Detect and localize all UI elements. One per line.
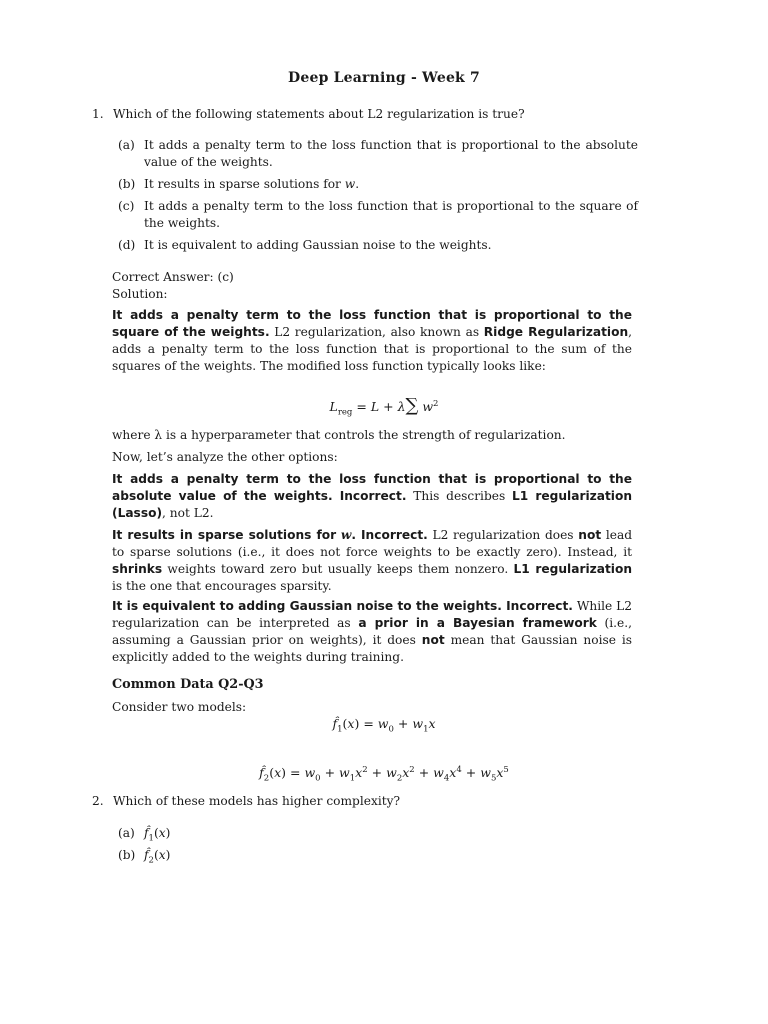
analysis-b-bold: It results in sparse solutions for — [112, 528, 337, 542]
analysis-b-t2: lead to sparse solutions (i.e., it does not force weights to be exactly zero). Instead, it — [112, 528, 633, 559]
analysis-b-t4: is the one that encourages sparsity. — [112, 579, 332, 593]
question-1-number: 1. — [92, 107, 104, 121]
analysis-option-d — [112, 598, 632, 666]
analysis-d-bayes: a prior in a Bayesian framework — [358, 616, 597, 630]
q1-correct-answer: Correct Answer: (c) — [112, 270, 234, 284]
analysis-b-bold2: . Incorrect. — [351, 528, 428, 542]
q1-option-c-text: It adds a penalty term to the loss function that is proportional to the square of the weights. — [144, 199, 638, 230]
analysis-d-t1: While L2 regularization can be interpreted as — [112, 599, 632, 630]
q1-option-b-text-wrap: It results in sparse solutions for w. — [144, 177, 360, 191]
analysis-b-shrinks: shrinks — [112, 562, 163, 576]
analysis-option-b: It results in sparse solutions for w. Incorrect. L2 regularization does not lead to sparse solutions (i.e., it does not force weights to be exactly zero). Instead, it shrinks weights toward zero but usually keeps them nonzero. L1 regularization is the one that encourages sparsity. — [112, 528, 633, 593]
analysis-a-text2: , not L2. — [162, 506, 214, 520]
analysis-a-bold: It adds a penalty term to the loss function that is proportional to the absolute value of the weights. Incorrect. — [112, 472, 632, 503]
analysis-d-bold: It is equivalent to adding Gaussian noise to the weights. Incorrect. — [112, 599, 573, 613]
q1-option-d-text: It is equivalent to adding Gaussian noise to the weights. — [144, 238, 492, 252]
page-title: Deep Learning - Week 7 — [288, 70, 480, 86]
analysis-b-t1: L2 regularization does — [432, 528, 574, 542]
where-text: where λ is a hyperparameter that controls the strength of regularization. — [112, 428, 566, 442]
question-1-text: Which of the following statements about L2 regularization is true? — [113, 107, 525, 121]
loss-equation: $L_{reg} = L + \lambda\sum$ $w^2$ — [329, 395, 439, 418]
analysis-a-text1: This describes — [413, 489, 506, 503]
common-data-intro: Consider two models: — [112, 700, 247, 714]
q2-option-a-math: $f̂_1(x)$ — [144, 826, 171, 844]
q1-option-d-label: (d) — [118, 238, 136, 252]
q1-option-c-label: (c) — [118, 199, 135, 213]
analysis-option-a — [112, 471, 632, 522]
analysis-d-t2: (i.e., assuming a Gaussian prior on weights), it does — [112, 616, 633, 647]
sol-p1-bold: It adds a penalty term to the loss function that is proportional to the square of the weights. — [112, 308, 632, 339]
q2-option-b-math: $f̂_2(x)$ — [144, 848, 171, 866]
sol-p1-ridge: Ridge Regularization — [483, 325, 629, 339]
analysis-b-t3: weights toward zero but usually keeps them nonzero. — [167, 562, 509, 576]
analysis-d-t3: mean that Gaussian noise is explicitly added to the weights during training. — [112, 633, 633, 664]
q1-option-a-label: (a) — [118, 138, 135, 152]
q1-option-a-text: It adds a penalty term to the loss function that is proportional to the absolute value of the weights. — [144, 138, 638, 169]
solution-paragraph-1 — [112, 307, 632, 375]
question-2-text: Which of these models has higher complexity? — [113, 794, 401, 808]
analysis-b-l1: L1 regularization — [513, 562, 633, 576]
common-data-heading: Common Data Q2-Q3 — [112, 677, 264, 692]
analysis-a-l1: L1 regularization (Lasso) — [112, 489, 633, 520]
sol-p1-c: , adds a penalty term to the loss function that is proportional to the sum of the squares of the weights. The modified loss function typically looks like: — [112, 325, 633, 373]
model-2-equation: $f̂_2(x) = w_0 + w_1x^2 + w_2x^2 + w_4x^4 + w_5x^5$ — [259, 765, 509, 784]
question-2-number: 2. — [92, 794, 104, 808]
now-text: Now, let’s analyze the other options: — [112, 450, 338, 464]
q1-solution-label: Solution: — [112, 287, 168, 301]
analysis-d-not: not — [421, 633, 445, 647]
q2-option-a-label: (a) — [118, 826, 135, 840]
q2-option-b-label: (b) — [118, 848, 136, 862]
model-1-equation: $f̂_1(x) = w_0 + w_1x$ — [332, 716, 436, 735]
q1-option-b-label: (b) — [118, 177, 136, 191]
analysis-b-not: not — [578, 528, 602, 542]
q1-option-b-text: It results in sparse solutions for — [144, 177, 341, 191]
sol-p1-a: L2 regularization, also known as — [274, 325, 480, 339]
